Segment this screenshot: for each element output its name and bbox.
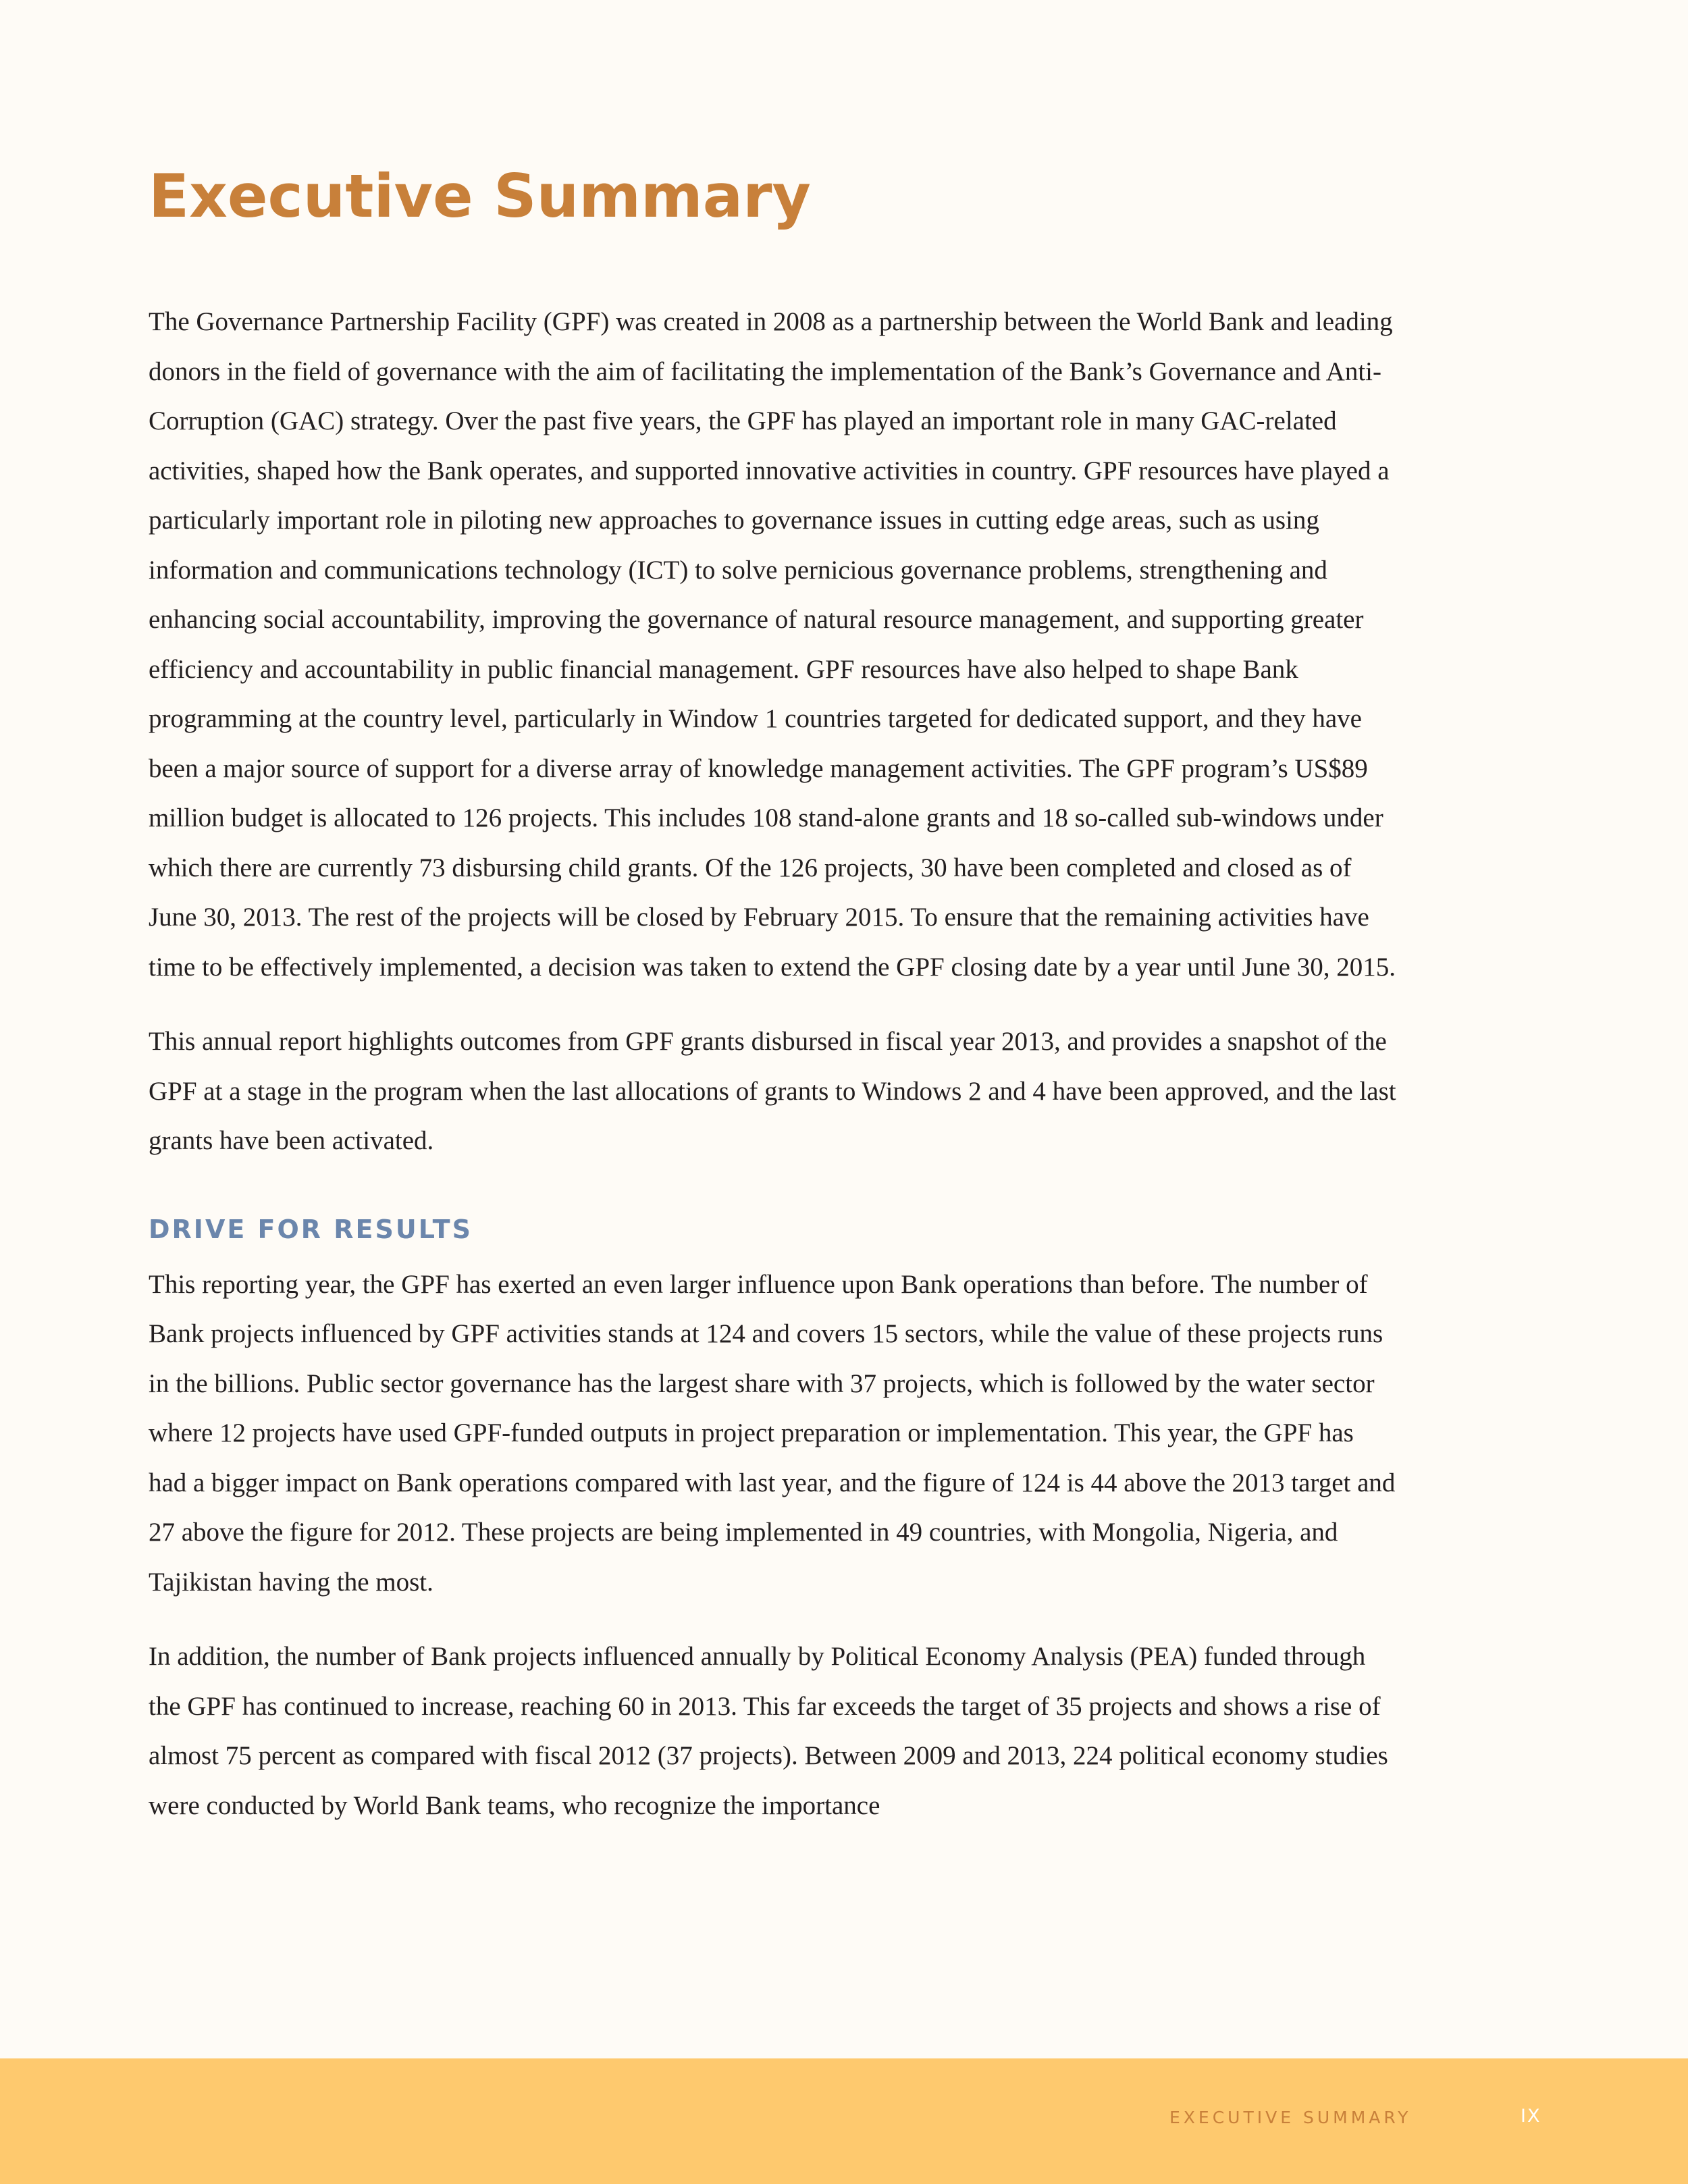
body-paragraph: This annual report highlights outcomes from GPF grants disbursed in fiscal year 2013, and provides a snapshot of the GPF at a stage in the program when the last allocations of grants to Windows 2 and 4 have been approved, and the last grants have been activated. [149, 1027, 1396, 1155]
body-paragraph: The Governance Partnership Facility (GPF) was created in 2008 as a partnership between the World Bank and leading donors in the field of governance with the aim of facilitating the implementation of the Bank’s Governance and Anti-Corruption (GAC) strategy. Over the past five years, the GPF has played an important role in many GAC-related activities, shaped how the Bank operates, and supported innovative activities in country. GPF resources have played a particularly important role in piloting new approaches to governance issues in cutting edge areas, such as using information and communications technology (ICT) to solve pernicious governance problems, strengthening and enhancing social accountability, improving the governance of natural resource management, and supporting greater efficiency and accountability in public financial management. GPF resources have also helped to shape Bank programming at the country level, particularly in Window 1 countries targeted for dedicated support, and they have been a major source of support for a diverse array of knowledge management activities. The GPF program’s US$89 million budget is allocated to 126 projects. This includes 108 stand-alone grants and 18 so-called sub-windows under which there are currently 73 disbursing child grants. Of the 126 projects, 30 have been completed and closed as of June 30, 2013. The rest of the projects will be closed by February 2015. To ensure that the remaining activities have time to be effectively implemented, a decision was taken to extend the GPF closing date by a year until June 30, 2015. [149, 307, 1396, 982]
page-number: IX [1521, 2106, 1541, 2127]
section-paragraph: This reporting year, the GPF has exerted an even larger influence upon Bank operations than before. The number of Bank projects influenced by GPF activities stands at 124 and covers 15 sectors, while the value of these projects runs in the billions. Public sector governance has the largest share with 37 projects, which is followed by the water sector where 12 projects have used GPF-funded outputs in project preparation or implementation. This year, the GPF has had a bigger impact on Bank operations compared with last year, and the figure of 124 is 44 above the 2013 target and 27 above the figure for 2012. These projects are being implemented in 49 countries, with Mongolia, Nigeria, and Tajikistan having the most. [149, 1269, 1396, 1597]
footer-bar [0, 2058, 1688, 2184]
section-heading: DRIVE FOR RESULTS [149, 1214, 473, 1244]
footer-section-label: EXECUTIVE SUMMARY [1169, 2108, 1412, 2127]
page-title: Executive Summary [149, 161, 811, 231]
section-paragraph: In addition, the number of Bank projects influenced annually by Political Economy Analysis (PEA) funded through the GPF has continued to increase, reaching 60 in 2013. This far exceeds the target of 35 projects and shows a rise of almost 75 percent as compared with fiscal 2012 (37 projects). Between 2009 and 2013, 224 political economy studies were conducted by World Bank teams, who recognize the importance [149, 1642, 1388, 1820]
document-body [149, 297, 1398, 1855]
